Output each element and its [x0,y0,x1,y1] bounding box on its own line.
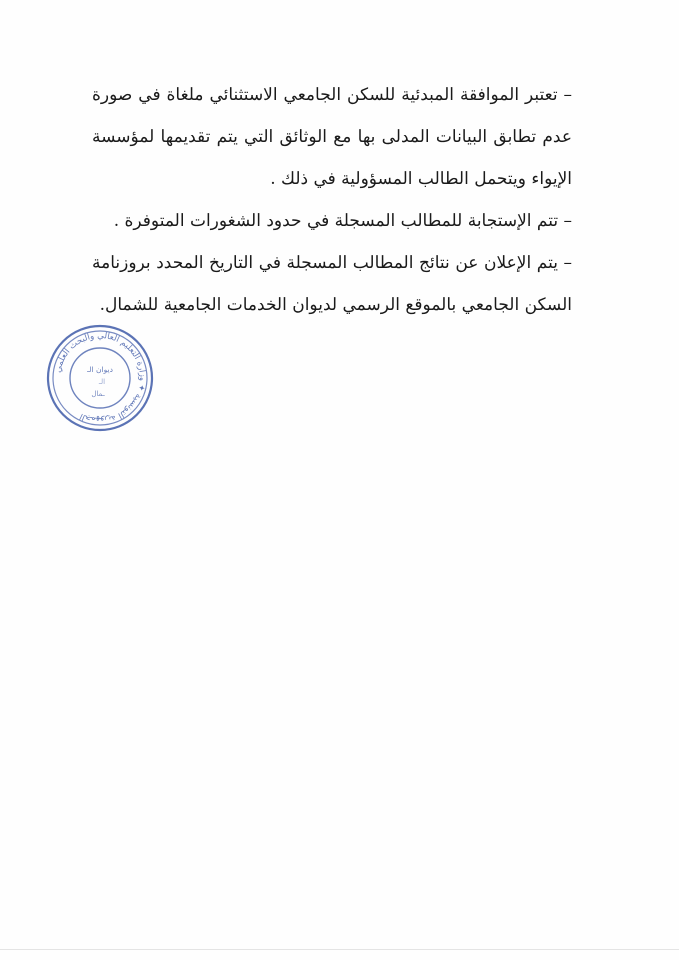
seal-icon [44,322,156,434]
svg-text:ـمال: ـمال [91,390,105,398]
paragraph-available-vacancies: – تتم الإستجابة للمطالب المسجلة في حدود الشغورات المتوفرة . [113,211,572,231]
document-body [92,74,572,326]
paragraph-results-announcement: – يتم الإعلان عن نتائج المطالب المسجلة في التاريخ المحدد بروزنامة السكن الجامعي بالموقع الرسمي لديوان الخدمات الجامعية للشمال. [92,253,572,315]
paragraph-housing-approval: – تعتبر الموافقة المبدئية للسكن الجامعي الاستثنائي ملغاة في صورة عدم تطابق البيانات المدلى بها مع الوثائق التي يتم تقديمها لمؤسسة الإيواء ويتحمل الطالب المسؤولية في ذلك . [92,85,572,189]
svg-text:الـ: الـ [98,378,106,386]
page-bottom-edge [0,949,679,950]
svg-text:الجمهورية التونسية ✦ وزارة الت: الجمهورية التونسية ✦ وزارة التعليم العالي والبحث العلمي [53,330,148,426]
official-seal-stamp [44,322,156,434]
svg-text:ديوان الـ: ديوان الـ [87,365,113,374]
